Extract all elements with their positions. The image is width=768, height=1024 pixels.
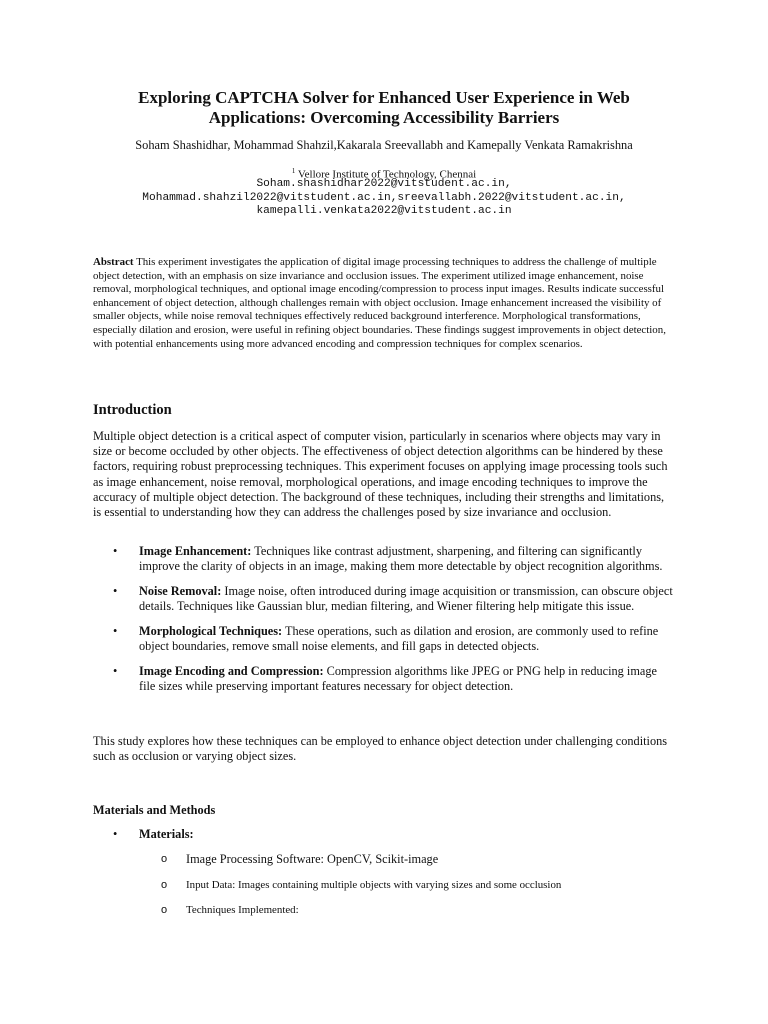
introduction-heading: Introduction (93, 402, 172, 418)
list-item (93, 544, 675, 574)
sub-bullet-icon: o (161, 853, 168, 865)
author-list: Soham Shashidhar, Mohammad Shahzil,Kakarala Sreevallabh and Kamepally Venkata Ramakrishna (135, 138, 633, 152)
email-line[interactable]: Soham.shashidhar2022@vitstudent.ac.in, (256, 178, 512, 190)
list-item-term: Morphological Techniques: (139, 623, 283, 638)
sub-list-item-text: Techniques Implemented: (186, 904, 299, 916)
sub-bullet-icon: o (161, 904, 168, 916)
list-item-text: Image noise, often introduced during image acquisition or transmission, can obscure object details. Techniques like Gaussian blur, median filtering, and Wiener filtering help mitigate this issue. (139, 583, 673, 614)
list-item (93, 624, 675, 654)
bullet-icon: • (113, 623, 118, 638)
technique-list (93, 544, 675, 704)
abstract (93, 256, 675, 351)
affiliation-text: Vellore Institute of Technology, Chennai (297, 168, 477, 181)
email-line[interactable]: Mohammad.shahzil2022@vitstudent.ac.in,sreevallabh.2022@vitstudent.ac.in, (142, 191, 626, 204)
sub-bullet-icon: o (161, 879, 168, 891)
introduction-closing: This study explores how these techniques can be employed to enhance object detection under challenging conditions such as occlusion or varying object sizes. (93, 734, 668, 764)
sub-list-item-text: Input Data: Images containing multiple objects with varying sizes and some occlusion (186, 879, 562, 891)
list-item-term: Noise Removal: (139, 583, 222, 598)
list-item (93, 584, 675, 614)
materials-label: Materials: (139, 827, 194, 841)
affiliation-mark: 1 (291, 167, 296, 175)
sub-list-item-text: Image Processing Software: OpenCV, Scikit-image (186, 852, 439, 866)
list-item-text: Compression algorithms like JPEG or PNG help in reducing image file sizes while preserving important features necessary for object detection. (139, 663, 657, 693)
bullet-icon: • (113, 663, 118, 678)
abstract-label: Abstract (93, 256, 134, 268)
title-line-2: Applications: Overcoming Accessibility Barriers (208, 108, 560, 127)
author-emails (93, 178, 675, 219)
introduction-paragraph: Multiple object detection is a critical aspect of computer vision, particularly in scenarios where objects may vary in size or become occluded by other objects. The effectiveness of object detection algorithms can be hindered by these factors, requiring robust preprocessing techniques. This experiment focuses on applying image processing tools such as image enhancement, noise removal, morphological operations, and image encoding techniques to improve the accuracy of multiple object detection. The background of these techniques, including their strengths and limitations, is essential to understanding how they can address the challenges posed by size invariance and occlusion. (93, 429, 668, 520)
materials-methods-heading: Materials and Methods (93, 803, 216, 817)
abstract-text: This experiment investigates the application of digital image processing techniques to address the challenge of multiple object detection, with an emphasis on size invariance and occlusion issues. The experiment utilized image enhancement, noise removal, morphological techniques, and optional image encoding/compression to process input images. Results indicate successful enhancement of object detection, although challenges remain with object occlusion. Image enhancement increased the visibility of smaller objects, while noise removal techniques effectively reduced background interference. Morphological transformations, especially dilation and erosion, were useful in refining object boundaries. These findings suggest improvements in object detection, with potential enhancements using more advanced encoding and compression techniques for complex scenarios. (93, 256, 666, 350)
list-item (93, 664, 675, 694)
paper-title (93, 88, 675, 128)
list-item-text: Techniques like contrast adjustment, sharpening, and filtering can significantly improve the clarity of objects in an image, making them more detectable by object recognition algorithms. (139, 544, 663, 574)
bullet-icon: • (113, 827, 118, 841)
bullet-icon: • (113, 544, 118, 558)
list-item-term: Image Enhancement: (139, 544, 252, 558)
list-item-term: Image Encoding and Compression: (139, 663, 324, 678)
bullet-icon: • (113, 583, 118, 598)
email-line[interactable]: kamepalli.venkata2022@vitstudent.ac.in (256, 205, 512, 218)
title-line-1: Exploring CAPTCHA Solver for Enhanced User Experience in Web (138, 88, 630, 107)
list-item-text: These operations, such as dilation and erosion, are commonly used to refine object boundaries, remove small noise elements, and fill gaps in detected objects. (139, 623, 659, 654)
